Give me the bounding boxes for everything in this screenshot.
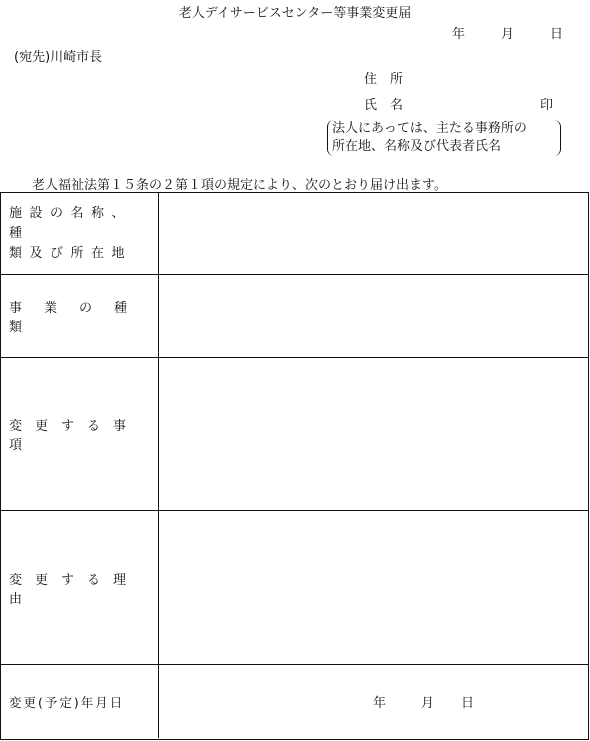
facility-label-line2: 類及び所在地 bbox=[9, 245, 133, 261]
change-date-label-cell bbox=[1, 665, 159, 738]
address-label: 住 所 bbox=[364, 72, 404, 87]
change-date-input-cell[interactable] bbox=[159, 665, 588, 738]
corporation-note-line2: 所在地、名称及び代表者氏名 bbox=[332, 139, 502, 154]
table-row-facility bbox=[1, 193, 588, 275]
change-item-input-cell[interactable] bbox=[159, 358, 588, 510]
date-day: 日 bbox=[550, 27, 564, 42]
corporation-note bbox=[327, 120, 561, 156]
change-reason-label-cell bbox=[1, 511, 159, 664]
change-date-year: 年 bbox=[373, 696, 387, 711]
date-year: 年 bbox=[452, 27, 466, 42]
change-item-label: 変更する事項 bbox=[9, 419, 140, 453]
facility-label-cell bbox=[1, 193, 159, 274]
table-row-business-type bbox=[1, 275, 588, 358]
change-date-day: 日 bbox=[461, 696, 475, 711]
table-row-change-date bbox=[1, 665, 588, 738]
date-month: 月 bbox=[501, 27, 515, 42]
change-reason-input-cell[interactable] bbox=[159, 511, 588, 664]
facility-label-line1: 施設の名称、種 bbox=[9, 205, 133, 241]
form-title: 老人デイサービスセンター等事業変更届 bbox=[178, 6, 412, 21]
seal-mark: 印 bbox=[540, 98, 554, 113]
change-reason-label: 変更する理由 bbox=[9, 572, 140, 607]
name-label: 氏 名 bbox=[364, 98, 404, 113]
notice-text: 老人福祉法第１５条の２第１項の規定により、次のとおり届け出ます。 bbox=[32, 178, 447, 193]
table-row-change-item bbox=[1, 358, 588, 511]
business-type-label-cell bbox=[1, 275, 159, 357]
change-date-month: 月 bbox=[421, 696, 435, 711]
submission-date bbox=[452, 23, 563, 42]
form-table bbox=[0, 192, 589, 740]
change-item-label-cell bbox=[1, 358, 159, 510]
facility-input-cell[interactable] bbox=[159, 193, 588, 274]
corporation-note-line1: 法人にあっては、主たる事務所の bbox=[332, 121, 527, 136]
table-row-change-reason bbox=[1, 511, 588, 665]
addressee: (宛先)川崎市長 bbox=[14, 50, 103, 65]
change-date-label: 変更(予定)年月日 bbox=[9, 694, 125, 710]
business-type-input-cell[interactable] bbox=[159, 275, 588, 357]
business-type-label: 事業の種類 bbox=[9, 301, 150, 335]
